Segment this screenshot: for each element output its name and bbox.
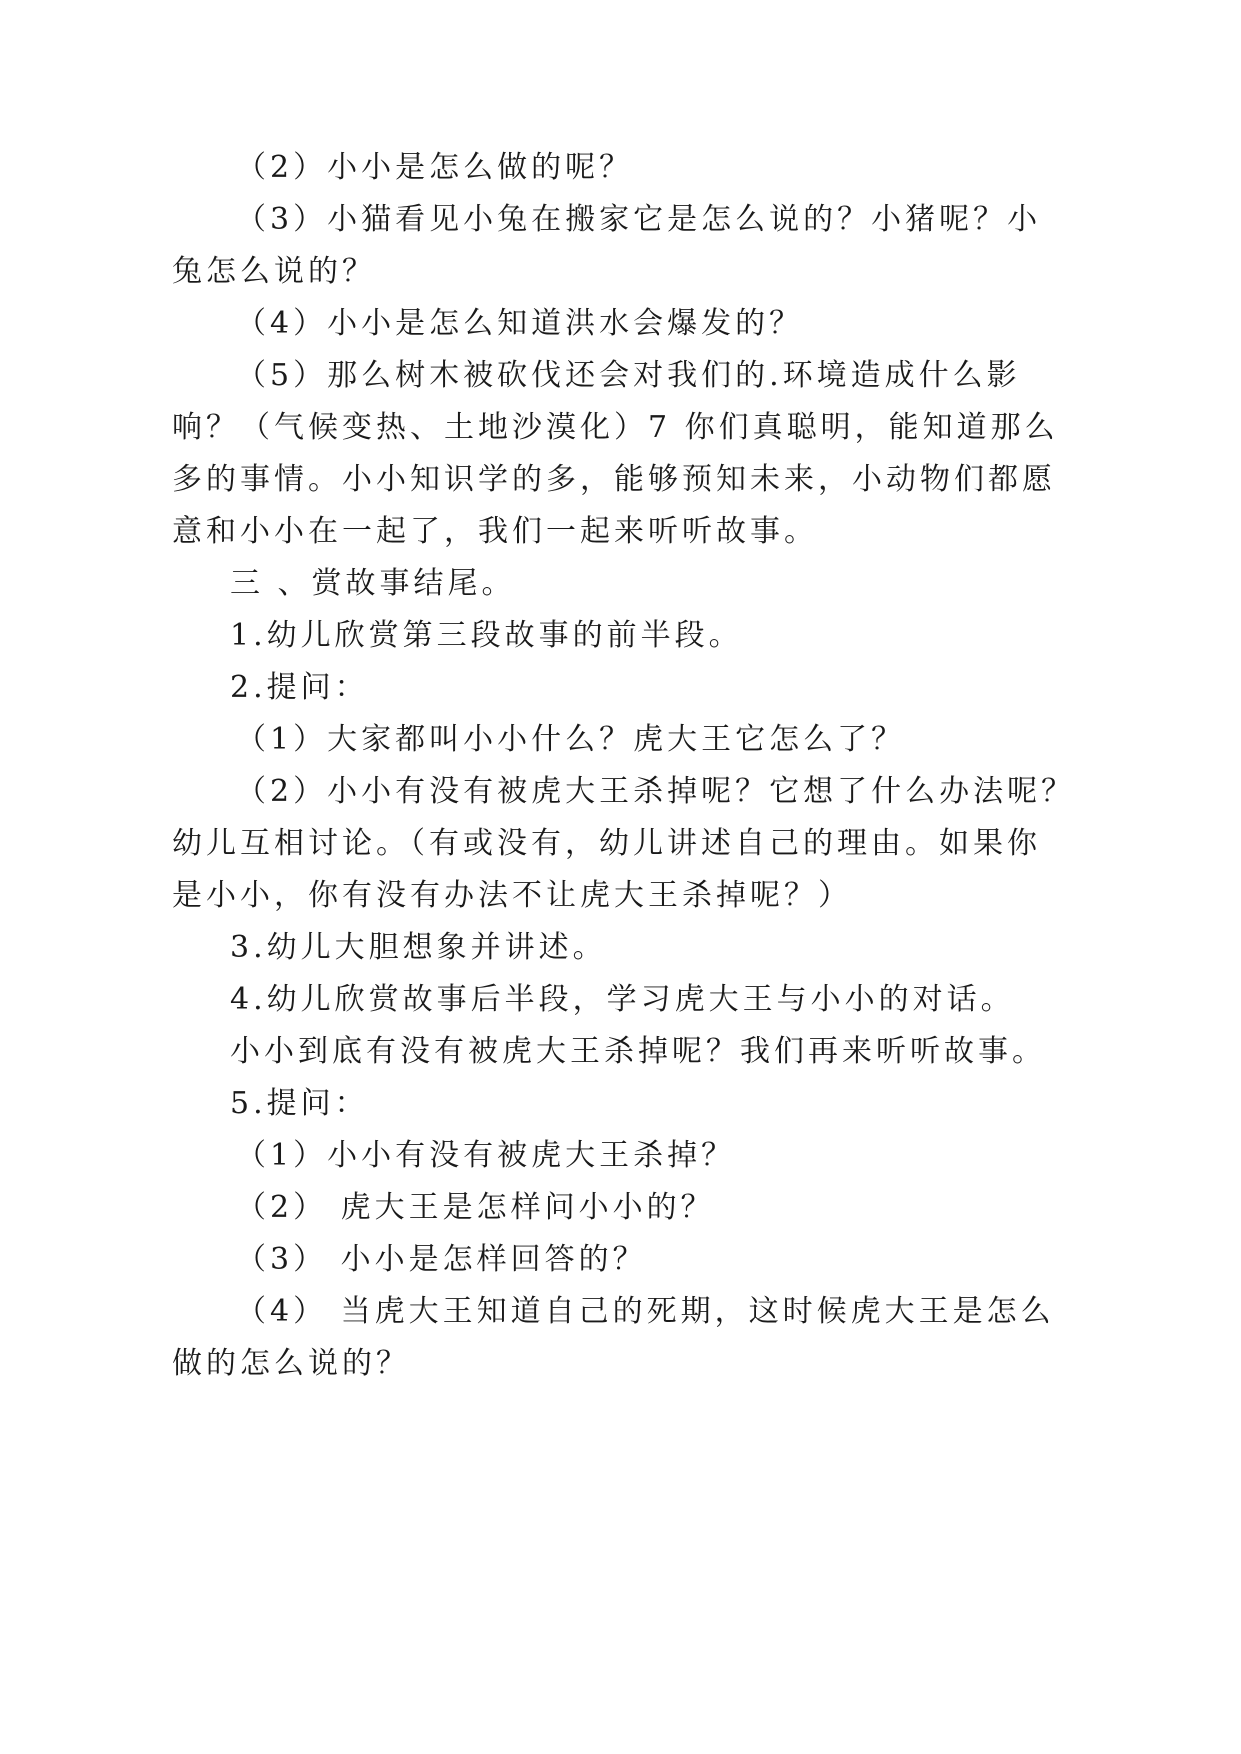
text-line: 兔怎么说的？ <box>172 254 376 289</box>
text-line: （3）小猫看见小兔在搬家它是怎么说的？小猪呢？小 <box>236 202 1042 237</box>
text-line: 5.提问： <box>230 1086 369 1121</box>
text-line: （1）小小有没有被虎大王杀掉？ <box>236 1138 736 1173</box>
text-line: 响？（气候变热、土地沙漠化）7 你们真聪明，能知道那么 <box>172 410 1059 445</box>
text-line: （1）大家都叫小小什么？虎大王它怎么了？ <box>236 722 906 757</box>
text-line: 是小小，你有没有办法不让虎大王杀掉呢？） <box>172 878 852 913</box>
text-line: （5）那么树木被砍伐还会对我们的.环境造成什么影 <box>236 358 1021 393</box>
text-line: （2） 虎大王是怎样问小小的？ <box>236 1190 715 1225</box>
text-line: （3） 小小是怎样回答的？ <box>236 1242 647 1277</box>
text-line: （2）小小是怎么做的呢？ <box>236 150 634 185</box>
text-line: （2）小小有没有被虎大王杀掉呢？它想了什么办法呢？ <box>236 774 1076 809</box>
text-line: 意和小小在一起了，我们一起来听听故事。 <box>172 514 818 549</box>
section-heading: 三 、赏故事结尾。 <box>230 566 516 601</box>
text-line: 3.幼儿大胆想象并讲述。 <box>230 930 607 965</box>
text-line: 做的怎么说的？ <box>172 1346 410 1381</box>
text-line: 1.幼儿欣赏第三段故事的前半段。 <box>230 618 743 653</box>
text-line: 小小到底有没有被虎大王杀掉呢？我们再来听听故事。 <box>230 1034 1046 1069</box>
text-line: 多的事情。小小知识学的多，能够预知未来，小动物们都愿 <box>172 462 1056 497</box>
text-line: （4）小小是怎么知道洪水会爆发的？ <box>236 306 804 341</box>
text-line: 幼儿互相讨论。（有或没有，幼儿讲述自己的理由。如果你 <box>172 826 1041 861</box>
text-line: 2.提问： <box>230 670 369 705</box>
text-line: 4.幼儿欣赏故事后半段，学习虎大王与小小的对话。 <box>230 982 1015 1017</box>
text-line: （4） 当虎大王知道自己的死期，这时候虎大王是怎么 <box>236 1294 1055 1329</box>
